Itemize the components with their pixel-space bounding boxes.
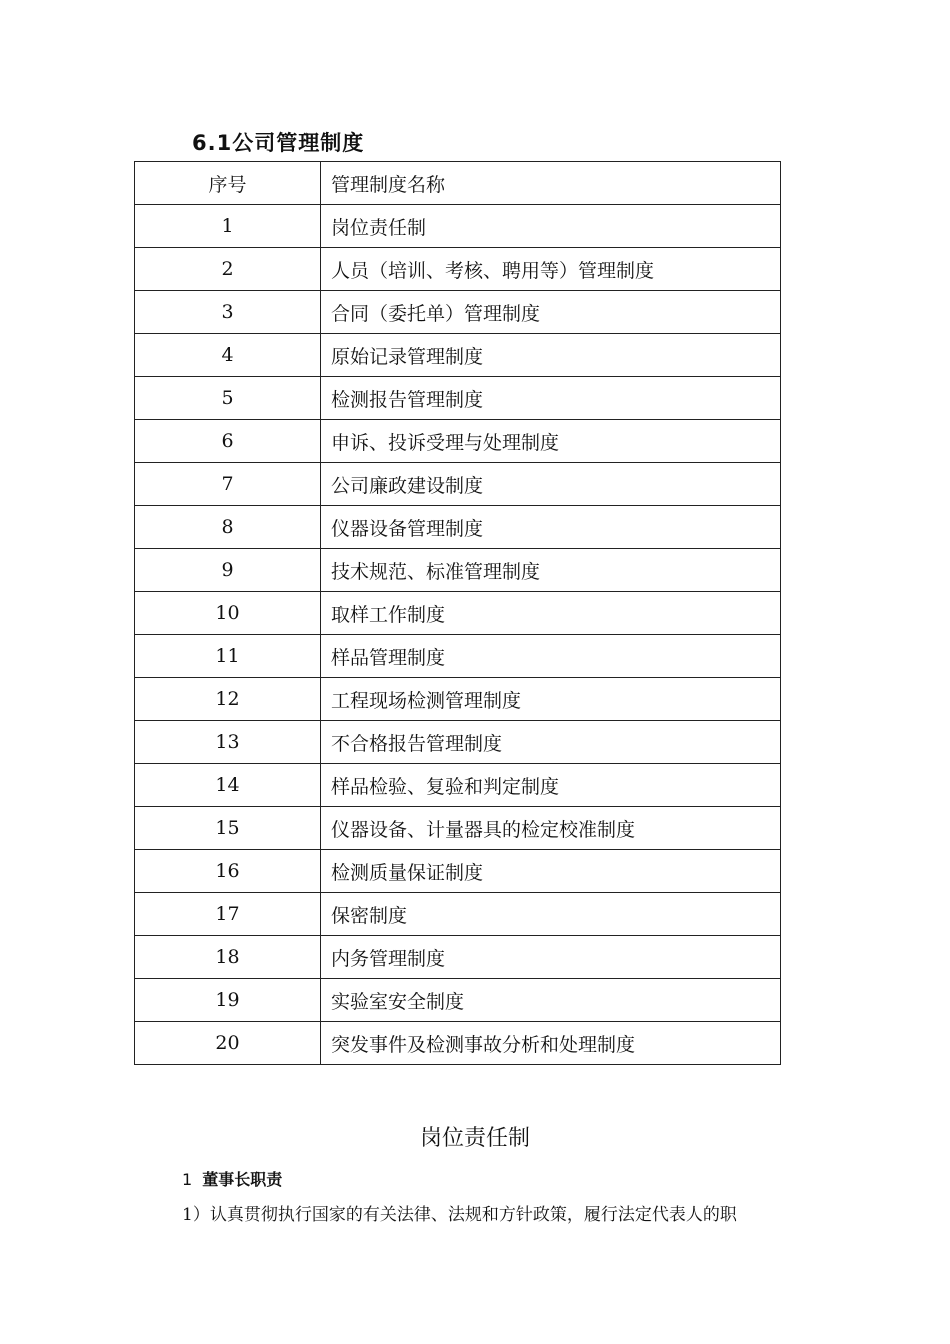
rule-name-cell: 申诉、投诉受理与处理制度 xyxy=(321,420,781,463)
table-header-row xyxy=(135,162,781,205)
table-row xyxy=(135,420,781,463)
subheading xyxy=(182,1167,282,1193)
row-number-cell: 7 xyxy=(135,463,321,506)
table-body xyxy=(135,205,781,1065)
row-number-cell: 16 xyxy=(135,850,321,893)
row-number-cell: 4 xyxy=(135,334,321,377)
row-number-cell: 3 xyxy=(135,291,321,334)
row-number-cell: 13 xyxy=(135,721,321,764)
row-number-cell: 17 xyxy=(135,893,321,936)
table-row xyxy=(135,506,781,549)
row-number-cell: 18 xyxy=(135,936,321,979)
table-row xyxy=(135,807,781,850)
rule-name-cell: 实验室安全制度 xyxy=(321,979,781,1022)
column-header-name: 管理制度名称 xyxy=(321,162,781,205)
subheading-text: 董事长职责 xyxy=(202,1170,283,1189)
row-number-cell: 15 xyxy=(135,807,321,850)
row-number-cell: 5 xyxy=(135,377,321,420)
rule-name-cell: 样品检验、复验和判定制度 xyxy=(321,764,781,807)
row-number-cell: 14 xyxy=(135,764,321,807)
table-row xyxy=(135,592,781,635)
table-row xyxy=(135,979,781,1022)
rule-name-cell: 公司廉政建设制度 xyxy=(321,463,781,506)
subheading-number: 1 xyxy=(182,1170,193,1189)
table-row xyxy=(135,635,781,678)
rule-name-cell: 合同（委托单）管理制度 xyxy=(321,291,781,334)
rule-name-cell: 取样工作制度 xyxy=(321,592,781,635)
row-number-cell: 8 xyxy=(135,506,321,549)
table-row xyxy=(135,850,781,893)
row-number-cell: 11 xyxy=(135,635,321,678)
section-heading: 6.1公司管理制度 xyxy=(192,131,365,155)
rule-name-cell: 检测报告管理制度 xyxy=(321,377,781,420)
row-number-cell: 20 xyxy=(135,1022,321,1065)
table-row xyxy=(135,1022,781,1065)
table-row xyxy=(135,377,781,420)
table-row xyxy=(135,463,781,506)
table-row xyxy=(135,678,781,721)
management-rules-table xyxy=(134,161,781,1065)
rule-name-cell: 保密制度 xyxy=(321,893,781,936)
rule-name-cell: 样品管理制度 xyxy=(321,635,781,678)
rule-name-cell: 突发事件及检测事故分析和处理制度 xyxy=(321,1022,781,1065)
rule-name-cell: 技术规范、标准管理制度 xyxy=(321,549,781,592)
row-number-cell: 12 xyxy=(135,678,321,721)
row-number-cell: 19 xyxy=(135,979,321,1022)
row-number-cell: 1 xyxy=(135,205,321,248)
row-number-cell: 6 xyxy=(135,420,321,463)
table-row xyxy=(135,205,781,248)
table-row xyxy=(135,549,781,592)
table-row xyxy=(135,936,781,979)
rule-name-cell: 原始记录管理制度 xyxy=(321,334,781,377)
rule-name-cell: 不合格报告管理制度 xyxy=(321,721,781,764)
table-row xyxy=(135,764,781,807)
row-number-cell: 2 xyxy=(135,248,321,291)
table-row xyxy=(135,334,781,377)
document-title: 岗位责任制 xyxy=(419,1126,530,1151)
row-number-cell: 9 xyxy=(135,549,321,592)
rule-name-cell: 人员（培训、考核、聘用等）管理制度 xyxy=(321,248,781,291)
table-row xyxy=(135,291,781,334)
rule-name-cell: 检测质量保证制度 xyxy=(321,850,781,893)
rule-name-cell: 工程现场检测管理制度 xyxy=(321,678,781,721)
table-row xyxy=(135,721,781,764)
table-row xyxy=(135,248,781,291)
rule-name-cell: 内务管理制度 xyxy=(321,936,781,979)
rule-name-cell: 岗位责任制 xyxy=(321,205,781,248)
table-row xyxy=(135,893,781,936)
body-paragraph: 1）认真贯彻执行国家的有关法律、法规和方针政策，履行法定代表人的职 xyxy=(182,1205,737,1225)
rule-name-cell: 仪器设备管理制度 xyxy=(321,506,781,549)
rule-name-cell: 仪器设备、计量器具的检定校准制度 xyxy=(321,807,781,850)
column-header-no: 序号 xyxy=(135,162,321,205)
row-number-cell: 10 xyxy=(135,592,321,635)
